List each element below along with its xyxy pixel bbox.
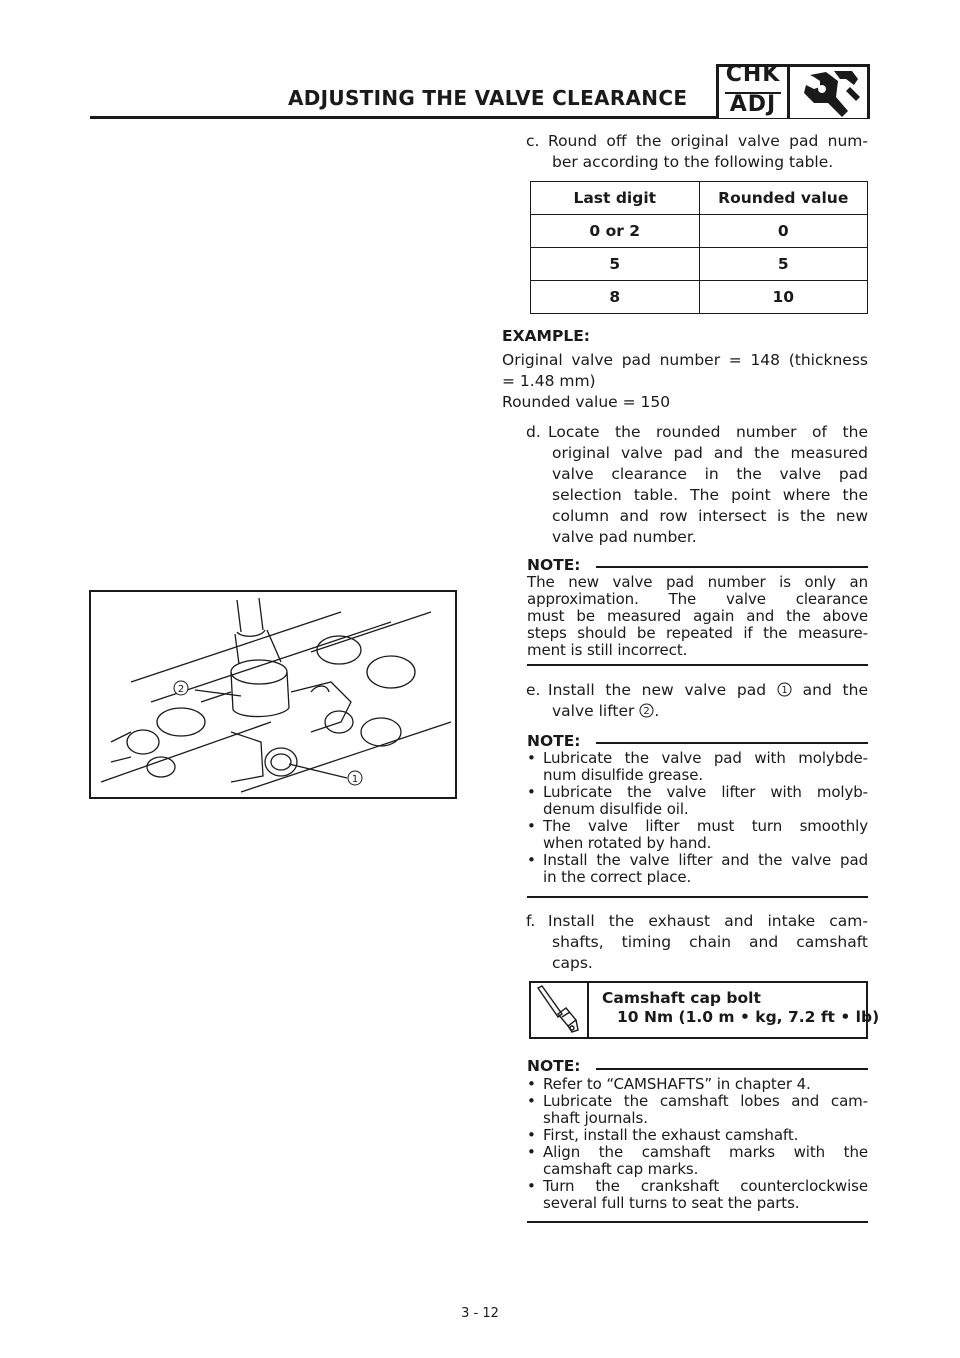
bullet-text: several full turns to seat the parts.: [543, 1194, 800, 1212]
table-cell: 0 or 2: [531, 215, 700, 248]
step-d-line-2: original valve pad and the measured: [552, 444, 868, 462]
spec-divider: [587, 981, 589, 1039]
bullet-text: denum disulfide oil.: [543, 800, 689, 818]
table-row: [531, 281, 868, 314]
step-c: [526, 131, 868, 173]
step-d-label: d.: [526, 423, 541, 441]
table-row: [531, 248, 868, 281]
bullet-text: First, install the exhaust camshaft.: [543, 1126, 799, 1144]
step-d-line-1: Locate the rounded number of the: [548, 423, 868, 441]
badge-chk-label: CHK: [725, 62, 781, 87]
bullet-text: Install the valve lifter and the valve pad: [543, 851, 868, 869]
table-cell: 0: [699, 215, 868, 248]
note-1-line: approximation. The valve clearance: [527, 590, 868, 608]
valve-lifter-illustration: [89, 590, 457, 799]
table-header-row: [531, 182, 868, 215]
step-f-label: f.: [526, 912, 536, 930]
step-d: [526, 422, 868, 548]
note-3-body: [527, 1076, 868, 1212]
valve-lifter-drawing: [91, 592, 455, 797]
callout-1-number: 1: [781, 685, 788, 696]
step-f-line-3: caps.: [552, 954, 593, 972]
table-cell: 5: [531, 248, 700, 281]
callout-1-figure: [348, 771, 362, 785]
callout-1-icon: [777, 682, 792, 697]
step-e-text: and the: [791, 681, 868, 699]
note-2-body: [527, 750, 868, 886]
example-line: Original valve pad number = 148 (thickness: [502, 351, 868, 369]
table-cell: 5: [699, 248, 868, 281]
table-row: [531, 215, 868, 248]
spec-title: Camshaft cap bolt: [602, 989, 761, 1007]
list-item: • Align the camshaft marks with the: [527, 1143, 868, 1161]
step-e-text: valve lifter: [552, 702, 640, 720]
note-1-bottom-rule: [527, 664, 868, 666]
bullet-text: Refer to “CAMSHAFTS” in chapter 4.: [543, 1075, 811, 1093]
step-f: [526, 911, 868, 974]
list-item: • Turn the crankshaft counterclockwise: [527, 1177, 868, 1195]
note-2-top-rule: [596, 742, 868, 744]
bullet-text: Align the camshaft marks with the: [543, 1143, 868, 1161]
bullet-text: when rotated by hand.: [543, 834, 712, 852]
bullet-text: Lubricate the camshaft lobes and cam-: [543, 1092, 868, 1110]
note-3-top-rule: [596, 1068, 868, 1070]
step-d-line-6: valve pad number.: [552, 528, 697, 546]
bullet-text: Lubricate the valve pad with molybde-: [543, 749, 868, 767]
bullet-text: Turn the crankshaft counterclockwise: [543, 1177, 868, 1195]
bullet-text: camshaft cap marks.: [543, 1160, 699, 1178]
bullet-text: in the correct place.: [543, 868, 692, 886]
list-item: • First, install the exhaust camshaft.: [527, 1127, 868, 1144]
list-item: • The valve lifter must turn smoothly: [527, 817, 868, 835]
table-cell: 8: [531, 281, 700, 314]
table-cell: 10: [699, 281, 868, 314]
wrench-icon: [790, 67, 867, 118]
step-e-text: .: [654, 702, 660, 720]
note-3-title: NOTE:: [527, 1057, 581, 1075]
step-d-line-5: column and row intersect is the new: [552, 507, 868, 525]
bullet-text: num disulfide grease.: [543, 766, 704, 784]
list-item: • Install the valve lifter and the valve pad: [527, 851, 868, 869]
step-e-text: Install the new valve pad: [548, 681, 777, 699]
bullet-text: shaft journals.: [543, 1109, 648, 1127]
table-header-cell: Last digit: [531, 182, 700, 215]
rounding-table: [530, 181, 868, 314]
figure-callout-2: 2: [177, 684, 185, 695]
callout-2-number: 2: [643, 706, 651, 717]
table-header-cell: Rounded value: [699, 182, 868, 215]
example-title: EXAMPLE:: [502, 327, 590, 345]
step-c-line-2: ber according to the following table.: [552, 153, 834, 171]
note-3-bottom-rule: [527, 1221, 868, 1223]
bullet-text: Lubricate the valve lifter with molyb-: [543, 783, 868, 801]
bullet-text: The valve lifter must turn smoothly: [543, 817, 868, 835]
step-d-line-4: selection table. The point where the: [552, 486, 868, 504]
torque-wrench-icon: [532, 984, 586, 1036]
list-item: • Refer to “CAMSHAFTS” in chapter 4.: [527, 1076, 868, 1093]
tool-badge: [790, 64, 870, 118]
figure-callout-1: 1: [351, 774, 359, 785]
spec-value: 10 Nm (1.0 m • kg, 7.2 ft • lb): [617, 1008, 880, 1026]
note-2-title: NOTE:: [527, 732, 581, 750]
badge-adj-label: ADJ: [729, 92, 777, 117]
step-c-line-1: Round off the original valve pad num-: [548, 132, 868, 150]
list-item: • Lubricate the valve pad with molybde-: [527, 749, 868, 767]
callout-2-figure: [174, 681, 188, 695]
note-2-bottom-rule: [527, 896, 868, 898]
step-f-line-1: Install the exhaust and intake cam-: [548, 912, 868, 930]
note-1-title: NOTE:: [527, 556, 581, 574]
page-number: 3 - 12: [461, 1306, 499, 1321]
page-title: ADJUSTING THE VALVE CLEARANCE: [288, 86, 688, 110]
list-item: • Lubricate the valve lifter with molyb-: [527, 783, 868, 801]
example-line: Rounded value = 150: [502, 393, 671, 411]
step-e: [526, 680, 868, 722]
note-1-top-rule: [596, 566, 868, 568]
note-1-line: ment is still incorrect.: [527, 641, 688, 659]
example-line: = 1.48 mm): [502, 372, 596, 390]
note-1-line: must be measured again and the above: [527, 607, 868, 625]
step-d-line-3: valve clearance in the valve pad: [552, 465, 868, 483]
callout-2-icon: [639, 703, 654, 718]
list-item: • Lubricate the camshaft lobes and cam-: [527, 1092, 868, 1110]
note-1-body: [527, 574, 868, 659]
note-1-line: The new valve pad number is only an: [527, 573, 868, 591]
example-block: [502, 326, 868, 413]
step-e-label: e.: [526, 681, 541, 699]
step-f-line-2: shafts, timing chain and camshaft: [552, 933, 868, 951]
step-c-label: c.: [526, 132, 540, 150]
note-1-line: steps should be repeated if the measure-: [527, 624, 868, 642]
